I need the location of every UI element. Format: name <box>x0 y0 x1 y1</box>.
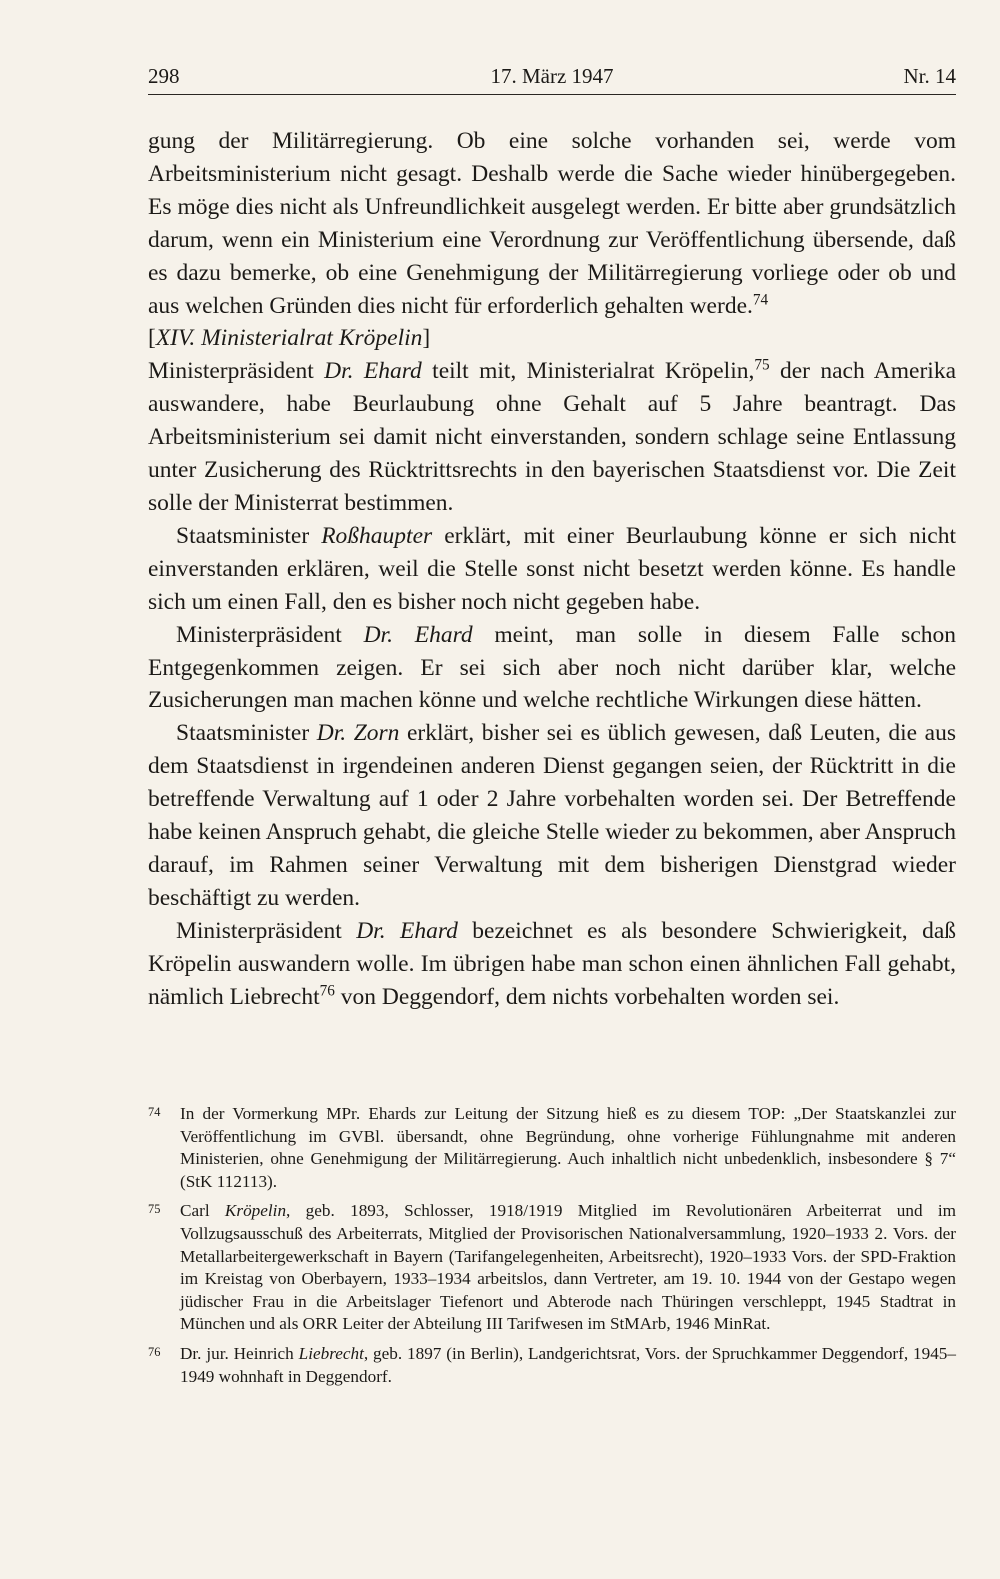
paragraph-ehard-3: Ministerpräsident Dr. Ehard bezeichnet es als besondere Schwierigkeit, daß Kröpelin auswandern wolle. Im übrigen habe man schon einen ähnlichen Fall gehabt, nämlich Liebrecht$^{76}$ von Deggendorf, dem nichts vorbehalten worden sei. <box>148 917 957 1010</box>
speaker-name: Dr. Ehard <box>356 917 458 944</box>
footnote-number: 76 <box>148 1344 161 1359</box>
section-heading: [XIV. Ministerialrat Kröpelin] <box>148 325 431 352</box>
footnote-text: In der Vormerkung MPr. Ehards zur Leitung der Sitzung hieß es zu diesem TOP: „Der Staatskanzlei zur Veröffentlichung im GVBl. übersandt, ohne Begründung, ohne vorherige Fühlungnahme mit anderen Ministerien, ohne Genehmigung der Militärregierung. Auch inhaltlich nicht unbedenklich, insbesondere § 7“ (StK 112113). <box>180 1104 956 1191</box>
footnote-ref-74: 74 <box>752 291 769 309</box>
footnote-text: , geb. 1897 (in Berlin), Landgerichtsrat, Vors. der Spruchkammer Deggendorf, 1945–1949 wohnhaft in Deggendorf. <box>180 1343 956 1386</box>
footnote-number: 74 <box>148 1105 161 1119</box>
footnote-75: 75 Carl Kröpelin, geb. 1893, Schlosser, 1918/1919 Mitglied im Revolutionären Arbeiterrat und im Vollzugsausschuß des Arbeiterrats, Mitglied der Provisorischen Nationalversammlung, 1920–1933 2. Vors. der Metallarbeitergewerkschaft in Bayern (Tarifangelegenheiten, Arbeitsrecht), 1920–1933 Vors. der SPD-Fraktion im Kreistag von Oberbayern, 1933–1934 arbeitslos, dann Vertreter, am 19. 10. 1944 von der Gestapo wegen jüdischer Frau in die Arbeitslager Tiefenort und Abterode nach Thüringen verschleppt, 1945 Stadtrat in München und als ORR Leiter der Abteilung III Tarifwesen im StMArb, 1946 MinRat. <box>148 1201 957 1334</box>
header-issue-number: Nr. 14 <box>903 64 956 88</box>
page-number: 298 <box>148 64 180 88</box>
paragraph-ehard-2: Ministerpräsident Dr. Ehard meint, man solle in diesem Falle schon Entgegenkommen zeigen. Er sei sich aber noch nicht darüber klar, welche Zusicherungen man machen könne und welche rechtliche Wirkungen diese hätten. <box>148 621 956 714</box>
footnotes <box>148 1103 956 1395</box>
footnote-ref-75: 75 <box>754 356 770 374</box>
speaker-name: Roßhaupter <box>321 522 433 549</box>
person-name: Liebrecht <box>298 1343 364 1363</box>
footnote-ref-76: 76 <box>319 982 335 1000</box>
paragraph-zorn: Staatsminister Dr. Zorn erklärt, bisher sei es üblich gewesen, daß Leuten, die aus dem Staatsdienst in irgendeinen anderen Dienst gegangen seien, der Rücktritt in die betreffende Verwaltung auf 1 oder 2 Jahre vorbehalten worden sei. Der Betreffende habe keinen Anspruch gehabt, die gleiche Stelle wieder zu bekommen, aber Anspruch darauf, im Rahmen seiner Verwaltung mit dem bisherigen Dienstgrad wieder beschäftigt zu werden. <box>148 720 956 911</box>
footnote-text: , geb. 1893, Schlosser, 1918/1919 Mitglied im Revolutionären Arbeiterrat und im Vollzugsausschuß des Arbeiterrats, Mitglied der Provisorischen Nationalversammlung, 1920–1933 2. Vors. der Metallarbeitergewerkschaft in Bayern (Tarifangelegenheiten, Arbeitsrecht), 1920–1933 Vors. der SPD-Fraktion im Kreistag von Oberbayern, 1933–1934 arbeitslos, dann Vertreter, am 19. 10. 1944 von der Gestapo wegen jüdischer Frau in die Arbeitslager Tiefenort und Abterode nach Thüringen verschleppt, 1945 Stadtrat in München und als ORR Leiter der Abteilung III Tarifwesen im StMArb, 1946 MinRat. <box>180 1201 957 1334</box>
speaker-name: Dr. Zorn <box>316 720 400 747</box>
footnote-74 <box>148 1103 956 1193</box>
speaker-name: Dr. Ehard <box>363 621 473 648</box>
speaker-name: Dr. Ehard <box>324 358 422 385</box>
main-text <box>148 125 956 1013</box>
running-header <box>148 64 956 95</box>
person-name: Kröpelin <box>224 1201 287 1221</box>
paragraph-ehard-1: Ministerpräsident Dr. Ehard teilt mit, Ministerialrat Kröpelin,$^{75}$ der nach Amerika auswandere, habe Beurlaubung ohne Gehalt auf 5 Jahre beantragt. Das Arbeitsministerium sei damit nicht einverstanden, sondern schlage seine Entlassung unter Zusicherung des Rücktrittsrechts in den bayerischen Staatsdienst vor. Die Zeit solle der Ministerrat bestimmen. <box>148 356 957 516</box>
footnote-number: 75 <box>148 1202 161 1217</box>
footnote-76: 76 Dr. jur. Heinrich Liebrecht, geb. 1897 (in Berlin), Landgerichtsrat, Vors. der Spruchkammer Deggendorf, 1945–1949 wohnhaft in Deggendorf. <box>148 1343 956 1386</box>
paragraph-rosshaupter: Staatsminister Roßhaupter erklärt, mit einer Beurlaubung könne er sich nicht einverstanden erklären, weil die Stelle sonst nicht besetzt werden könne. Es handle sich um einen Fall, den es bisher noch nicht gegeben habe. <box>148 522 956 615</box>
header-date: 17. März 1947 <box>490 64 614 88</box>
paragraph-continuation: gung der Militärregierung. Ob eine solche vorhanden sei, werde vom Arbeitsministerium nicht gesagt. Deshalb werde die Sache wieder hinübergegeben. Es möge dies nicht als Unfreundlichkeit ausgelegt werden. Er bitte aber grundsätzlich darum, wenn ein Ministerium eine Verordnung zur Veröffentlichung übersende, daß es dazu bemerke, ob eine Genehmigung der Militärregierung vorliege oder ob und aus welchen Gründen dies nicht für erforderlich gehalten werde.$^{74}$ <box>148 128 956 319</box>
